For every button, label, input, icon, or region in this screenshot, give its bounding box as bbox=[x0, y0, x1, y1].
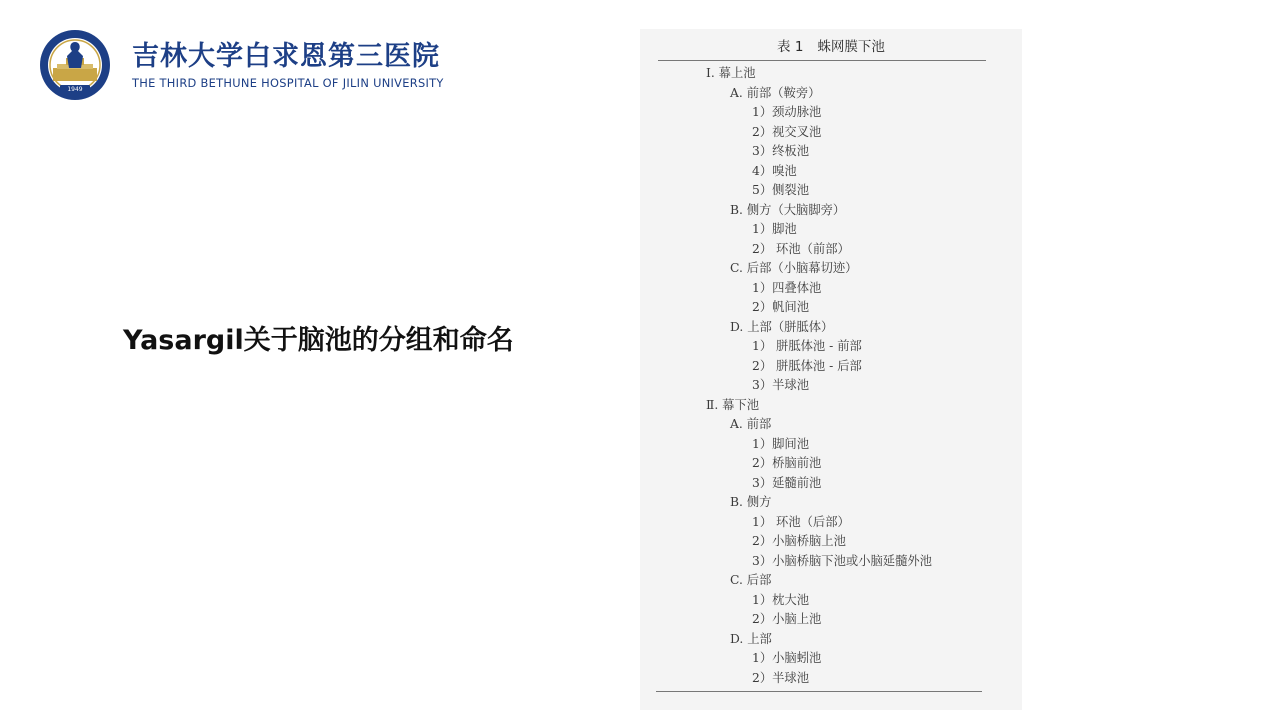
table-entries bbox=[640, 64, 1022, 688]
table-entry: 2）半球池 bbox=[752, 670, 810, 685]
table-entry: B. 侧方 bbox=[730, 495, 772, 509]
table-title: 蛛网膜下池 bbox=[817, 39, 885, 55]
table-caption bbox=[640, 35, 1022, 55]
hospital-name-en: THE THIRD BETHUNE HOSPITAL OF JILIN UNIVERSITY bbox=[132, 75, 444, 90]
table-entry: 2） 环池（前部） bbox=[752, 241, 850, 256]
table-entry: D. 上部（胼胝体） bbox=[730, 319, 834, 334]
table-entry: 4）嗅池 bbox=[752, 163, 797, 178]
table-entry: C. 后部 bbox=[730, 573, 772, 587]
table-entry: A. 前部 bbox=[730, 417, 772, 431]
table-entry: Ⅰ. 幕上池 bbox=[706, 66, 756, 80]
table-entry: A. 前部（鞍旁） bbox=[730, 85, 821, 100]
table-bottom-rule bbox=[656, 691, 982, 692]
table-entry: 1） 胼胝体池 - 前部 bbox=[752, 339, 862, 353]
hospital-name-cn: 吉林大学白求恩第三医院 bbox=[132, 40, 440, 72]
seal-year: 1949 bbox=[67, 86, 83, 93]
cistern-table-image bbox=[640, 29, 1022, 710]
table-entry: 2）小脑上池 bbox=[752, 612, 822, 626]
table-entry: 2） 胼胝体池 - 后部 bbox=[752, 358, 862, 373]
table-entry: Ⅱ. 幕下池 bbox=[706, 397, 760, 412]
table-entry: 1）四叠体池 bbox=[752, 280, 822, 295]
table-entry: 1）颈动脉池 bbox=[752, 105, 822, 119]
table-entry: 1）枕大池 bbox=[752, 592, 810, 607]
table-entry: 5）侧裂池 bbox=[752, 183, 810, 197]
table-top-rule bbox=[658, 60, 986, 61]
table-entry: 3）半球池 bbox=[752, 378, 810, 392]
table-entry: 1）小脑蚓池 bbox=[752, 651, 822, 665]
table-entry: 1）脚池 bbox=[752, 222, 797, 236]
table-entry: 1） 环池（后部） bbox=[752, 514, 850, 529]
table-entry: 3）终板池 bbox=[752, 144, 810, 158]
table-entry: 3）小脑桥脑下池或小脑延髓外池 bbox=[752, 553, 932, 568]
table-entry: 3）延髓前池 bbox=[752, 475, 822, 490]
slide-title: Yasargil关于脑池的分组和命名 bbox=[123, 325, 514, 356]
table-number: 表 1 bbox=[777, 39, 804, 55]
table-entry: 2）桥脑前池 bbox=[752, 456, 822, 470]
table-entry: 1）脚间池 bbox=[752, 436, 810, 451]
table-entry: B. 侧方（大脑脚旁） bbox=[730, 202, 846, 217]
table-entry: D. 上部 bbox=[730, 631, 772, 646]
hospital-logo bbox=[36, 27, 444, 103]
table-entry: 2）帆间池 bbox=[752, 300, 810, 314]
hospital-seal-icon bbox=[36, 28, 114, 102]
table-entry: 2）视交叉池 bbox=[752, 124, 822, 139]
table-entry: C. 后部（小脑幕切迹） bbox=[730, 261, 858, 275]
table-entry: 2）小脑桥脑上池 bbox=[752, 534, 846, 548]
